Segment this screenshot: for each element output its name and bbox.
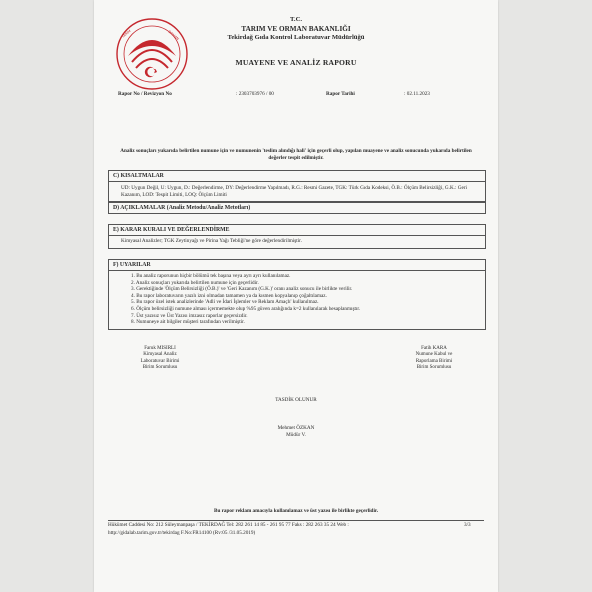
signer-role: Raporlama Birimi — [415, 358, 453, 364]
footer-rule — [108, 520, 484, 521]
svg-text:TARIM: TARIM — [121, 29, 132, 39]
report-date-value: : 02.11.2023 — [404, 91, 430, 97]
warning-item: 3. Gerektiğinde 'Ölçüm Belirsizliği (Ö.B.)' ve 'Geri Kazanım (G.K.)' oranı analiz sonucu ile birlikte verilir. — [131, 286, 353, 293]
section-d-title: D) AÇIKLAMALAR (Analiz Metodu/Analiz Metotları) — [113, 205, 251, 211]
section-e-box — [108, 224, 486, 249]
report-date-label: Rapor Tarihi — [326, 91, 355, 97]
warning-item: 6. Ölçüm belirsizliği numune alması içermemekte olup %95 güven aralığında k=2 kullanılarak hesaplanmıştır. — [131, 305, 361, 312]
report-no-label: Rapor No / Revizyon No — [118, 91, 172, 97]
svg-text:ORMAN: ORMAN — [167, 29, 180, 42]
footer-address-line1: Hükümet Caddesi No: 212 Süleymanpaşa / TEKİRDAĞ Tel: 282 261 14 85 - 261 95 77 Faks : 282 263 35 24 Web : — [108, 522, 349, 528]
approver-title: Müdür V. — [286, 432, 306, 438]
warning-item: 4. Bu rapor laboratuvarın yazılı izni olmadan tamamen ya da kısmen kopyalanıp çoğaltılamaz. — [131, 292, 327, 299]
signature-left — [110, 346, 210, 371]
signer-role: Birim Sorumlusu — [416, 364, 452, 370]
section-c-box — [108, 170, 486, 202]
signer-name: Fatih KARA — [421, 346, 447, 351]
warnings-list — [121, 273, 473, 326]
report-page — [94, 0, 498, 592]
section-e-body: Kimyasal Analizler; TGK Zeytinyağı ve Pirina Yağı Tebliği'ne göre değerlendirilmiştir. — [121, 238, 302, 244]
warning-item: 5. Bu rapor özel istek analizlerinde 'Adli ve İdari İşlemler ve Reklam Amaçlı' kullanılmaz. — [131, 299, 319, 306]
footer-address-line2: http://gidalab.tarim.gov.tr/tekirdag F.No:FR14100 (Rv:05 /31.05.2019) — [108, 530, 256, 536]
signer-role: Kimyasal Analiz — [143, 352, 177, 358]
approver-name: Mehmet ÖZKAN — [277, 425, 315, 431]
approve-label: TASDİK OLUNUR — [275, 397, 317, 403]
header-tc: T.C. — [290, 16, 302, 23]
lab-name: Tekirdağ Gıda Kontrol Laboratuvar Müdürlüğü — [227, 34, 365, 41]
warning-item: 2. Analiz sonuçları yukarıda belirtilen numune için geçerlidir. — [131, 279, 259, 286]
intro-paragraph: Analiz sonuçları yukarıda belirtilen numune için ve numunenin 'teslim alındığı hali' için geçerli olup, yapılan muayene ve analiz sonucunda yukarıda belirtilen değerler tespit edilmiştir. — [120, 148, 472, 161]
section-f-title: F) UYARILAR — [109, 260, 485, 271]
ministry-name: TARIM VE ORMAN BAKANLIĞI — [241, 25, 351, 33]
signer-role: Birim Sorumlusu — [142, 364, 178, 370]
section-c-title: C) KISALTMALAR — [109, 171, 485, 182]
signer-role: Laboratuvar Birimi — [140, 358, 180, 364]
bottom-note: Bu rapor reklam amacıyla kullanılamaz ve üst yazısı ile birlikte geçerlidir. — [213, 508, 379, 514]
signer-name: Faruk MISIRLI — [144, 346, 176, 351]
warning-item: 8. Numuneye ait bilgiler müşteri tarafından verilmiştir. — [131, 319, 245, 326]
section-f-box — [108, 259, 486, 330]
section-e-title: E) KARAR KURALI VE DEĞERLENDİRME — [109, 225, 485, 236]
page-number: 3/3 — [464, 522, 471, 528]
warning-item: 7. Üst yazısız ve Üst Yazısı imzasız raporlar geçersizdir. — [131, 312, 248, 319]
section-d-box — [108, 202, 486, 214]
signature-right — [384, 346, 484, 371]
report-no-value: : 2303703976 / 00 — [236, 91, 274, 97]
report-title: MUAYENE VE ANALİZ RAPORU — [235, 58, 357, 67]
warning-item: 1. Bu analiz raporunun hiçbir bölümü tek başına veya ayrı ayrı kullanılamaz. — [131, 273, 291, 279]
section-c-body: UD: Uygun Değil, U: Uygun, D.: Değerlendirme, DY: Değerlendirme Yapılmadı, R.G.: Resmi Gazete, TGK: Türk Gıda Kodeksi, Ö.B.: Ölçüm Belirsizliği, G.K.: Geri Kazanım, LOD: Tespit Limiti, LOQ: Ölçüm Limiti — [121, 185, 467, 198]
signer-role: Numune Kabul ve — [415, 352, 453, 358]
